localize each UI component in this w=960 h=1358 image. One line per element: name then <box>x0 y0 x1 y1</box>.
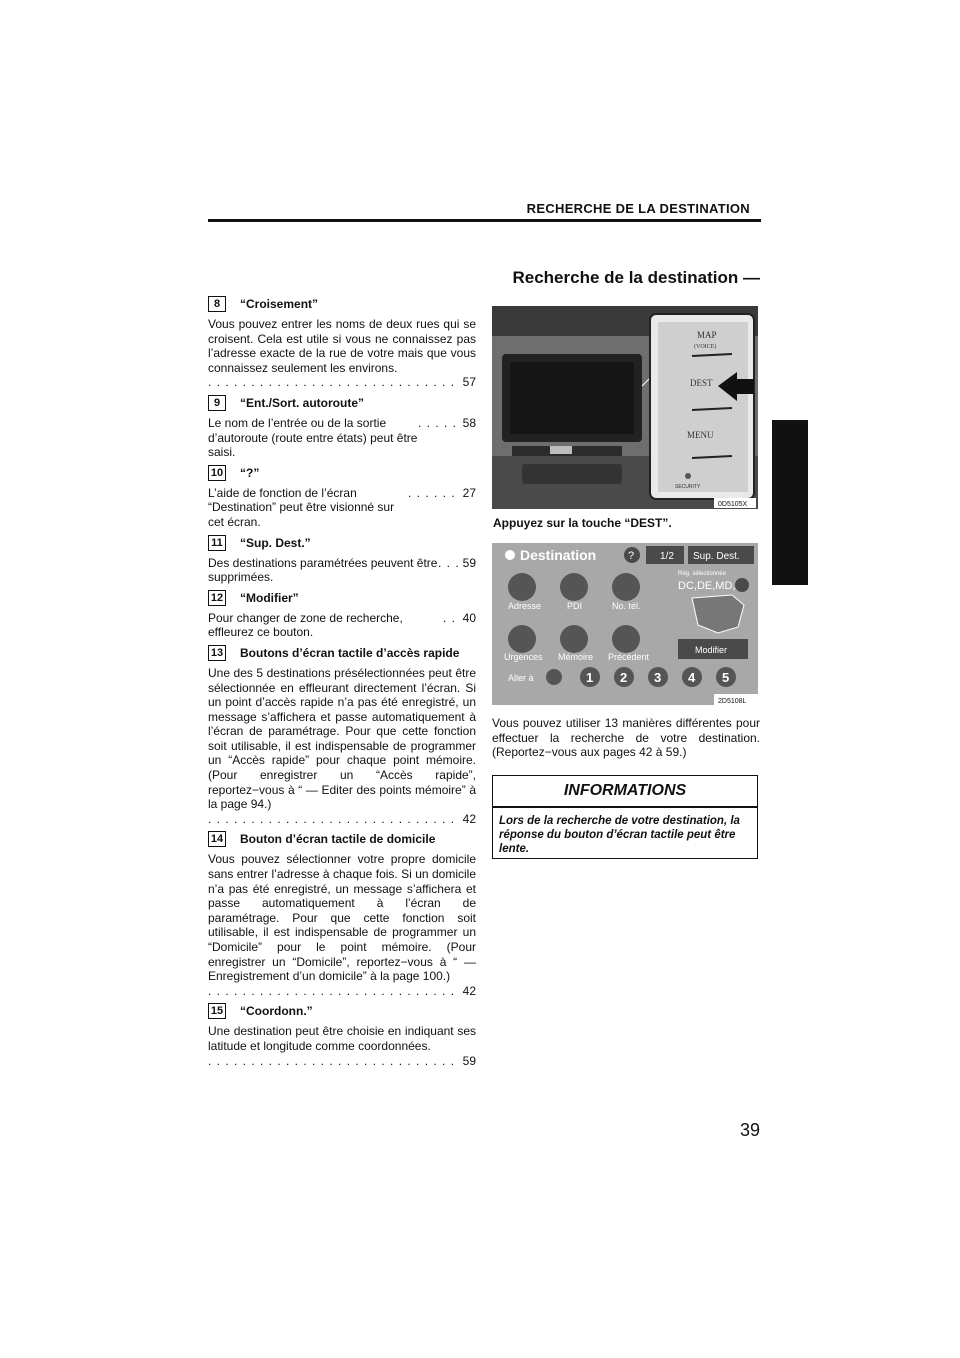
screen-aller: Aller à <box>508 673 534 683</box>
page-reference <box>208 611 476 640</box>
destination-screen <box>492 543 758 705</box>
screen-quick-4: 4 <box>688 670 696 685</box>
screen-btn-memoire: Mémoire <box>558 652 594 662</box>
page-number: 39 <box>739 1120 760 1140</box>
screen-regions: DC,DE,MD, <box>678 580 736 592</box>
reference-page: 59 <box>462 1053 476 1068</box>
reference-page: 42 <box>462 811 476 826</box>
photo-btn-security: SECURITY <box>675 484 701 490</box>
screen-quick-3: 3 <box>654 670 662 685</box>
item-title: “Ent./Sort. autoroute” <box>240 395 364 410</box>
item-body: Vous pouvez entrer les noms de deux rues qui se croisent. Cela est utile si vous ne connaissez pas l’adresse exacte de la rue de votre mais que vous connaissez seulement les environs. <box>208 317 476 375</box>
dashboard-photo <box>492 306 758 509</box>
screen-code: 2D5108L <box>718 698 747 705</box>
section-title: Recherche de la destination — <box>512 268 760 287</box>
screen-help: ? <box>628 550 635 562</box>
page-reference <box>208 1054 476 1069</box>
item-body: Le nom de l’entrée ou de la sortie d’autoroute (route entre états) peut être saisi. <box>208 415 418 460</box>
list-item <box>208 296 476 390</box>
list-item <box>208 590 476 640</box>
page-reference <box>208 984 476 999</box>
item-number: 13 <box>208 645 226 661</box>
reference-page: 42 <box>462 983 476 998</box>
item-number: 10 <box>208 465 226 481</box>
item-body: Une des 5 destinations présélectionnées peut être sélectionnée en effleurant directement l’écran. Si un point d’accès rapide n’a pas été enregistré, un message s’affichera et passe automatiquement à l’écran de paramétrage. Pour que cette fonction soit utilisable, il est indispensable de programmer un “Accès rapide” pour chaque point mémoire. (Pour enregistrer un “Accès rapide”, reportez−vous à “ — Editer des points mémoire” à la page 94.) <box>208 665 476 812</box>
screen-quick-5: 5 <box>722 670 730 685</box>
list-item <box>208 395 476 460</box>
screen-btn-precedent: Précédent <box>608 652 650 662</box>
item-body: Une destination peut être choisie en indiquant ses latitude et longitude comme coordonnées. <box>208 1024 476 1053</box>
item-title: “Coordonn.” <box>240 1004 313 1019</box>
item-title: Bouton d’écran tactile de domicile <box>240 832 436 847</box>
reference-page: 59 <box>462 555 476 570</box>
reference-page: 57 <box>462 375 476 390</box>
reference-page: 58 <box>462 415 476 430</box>
info-title: INFORMATIONS <box>563 782 687 799</box>
photo-btn-map: MAP <box>697 330 717 340</box>
screen-btn-urgences: Urgences <box>504 652 543 662</box>
list-item <box>208 1003 476 1068</box>
item-number: 11 <box>208 535 226 551</box>
item-body: Vous pouvez sélectionner votre propre domicile sans entrer l’adresse à chaque fois. Si un domicile n’a pas été enregistré, un message s’affichera et passe automatiquement à l’écran de paramétrage. Pour que cette fonction soit utilisable, il est indispensable de programmer un “Domicile” pour le point mémoire. (Pour enregistrer un “Domicile”, reportez−vous à “ — Enregistrement d’un domicile” à la page 100.) <box>208 852 476 984</box>
screen-sup-dest: Sup. Dest. <box>693 551 740 562</box>
photo-btn-voice: (VOICE) <box>694 344 717 350</box>
photo-code: 0D5105X <box>718 501 748 508</box>
running-header: RECHERCHE DE LA DESTINATION <box>526 201 750 216</box>
info-text: Lors de la recherche de votre destination, la réponse du bouton d’écran tactile peut être lente. <box>499 814 740 855</box>
item-body: L’aide de fonction de l’écran “Destination” peut être visionné sur cet écran. <box>208 485 395 529</box>
info-box <box>492 775 758 859</box>
item-title: “Modifier” <box>240 590 299 605</box>
screen-btn-modifier: Modifier <box>695 645 728 655</box>
reference-page: 40 <box>462 610 476 625</box>
item-number: 12 <box>208 590 226 606</box>
screen-title: Destination <box>520 547 597 563</box>
item-number: 15 <box>208 1003 226 1019</box>
item-number: 8 <box>208 296 226 312</box>
screen-quick-2: 2 <box>620 670 628 685</box>
list-item <box>208 645 476 827</box>
screen-btn-pdi: PDI <box>567 601 583 611</box>
page-reference <box>208 486 476 530</box>
screen-btn-tel: No. tél. <box>612 601 641 611</box>
screen-quick-1: 1 <box>586 670 594 685</box>
feature-list <box>208 296 476 1073</box>
photo-caption: Appuyez sur la touche “DEST”. <box>493 516 672 530</box>
item-body: Pour changer de zone de recherche, effleurez ce bouton. <box>208 610 403 640</box>
page-reference <box>208 556 476 585</box>
page-reference <box>208 416 476 460</box>
reference-page: 27 <box>462 485 476 500</box>
item-number: 9 <box>208 395 226 411</box>
chapter-tab <box>772 420 808 585</box>
list-item <box>208 465 476 530</box>
header-rule <box>208 219 761 222</box>
info-rule <box>493 806 757 808</box>
item-body: Des destinations paramétrées peuvent être supprimées. <box>208 555 438 585</box>
item-title: “Sup. Dest.” <box>240 535 311 550</box>
screen-page: 1/2 <box>660 551 674 562</box>
list-item <box>208 535 476 585</box>
item-title: “Croisement” <box>240 297 319 311</box>
page-reference <box>208 812 476 827</box>
item-number: 14 <box>208 831 226 847</box>
photo-btn-dest: DEST <box>690 378 713 388</box>
page-reference <box>208 375 476 390</box>
item-title: Boutons d’écran tactile d’accès rapide <box>240 645 460 660</box>
description-text: Vous pouvez utiliser 13 manières différentes pour effectuer la recherche de votre destination. (Reportez−vous aux pages 42 à 59.) <box>492 716 760 760</box>
screen-region-label: Rég. sélectionnée <box>678 571 727 577</box>
list-item <box>208 831 476 998</box>
photo-btn-menu: MENU <box>687 430 714 440</box>
item-title: “?” <box>240 465 260 480</box>
screen-btn-adresse: Adresse <box>508 601 542 611</box>
